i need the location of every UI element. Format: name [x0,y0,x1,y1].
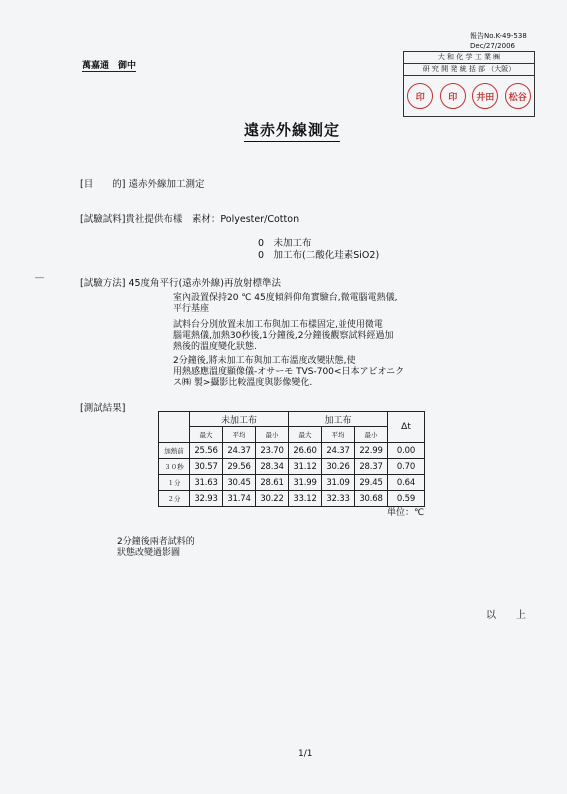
seal-stamp: 印 [407,83,433,109]
text-line: 熱後的溫度變化狀態. [173,342,257,352]
table-cell: 22.99 [355,443,388,459]
subheader-cell: 最小 [256,427,289,443]
purpose-text: 遠赤外線加工測定 [128,179,205,190]
row-label: １分 [159,475,190,491]
row-label: ２分 [159,491,190,507]
unit-note: 単位：℃ [387,508,425,518]
table-cell: 29.56 [223,459,256,475]
seal-stamp: 松谷 [505,83,531,109]
table-cell: 0.59 [388,491,425,507]
table-cell: 31.74 [223,491,256,507]
table-cell: 30.68 [355,491,388,507]
table-cell: 28.34 [256,459,289,475]
table-cell: 31.12 [289,459,322,475]
table-cell: 31.99 [289,475,322,491]
method-paragraph-1 [173,293,397,315]
closing-mark: 以 上 [486,610,526,621]
delta-header: Δt [388,412,425,443]
table-row [159,491,425,507]
method-line [80,275,281,289]
table-group-header-row [159,412,425,427]
text-line: 狀態改變過影圖 [117,548,181,558]
text-line: 2分鐘後,將未加工布與加工布溫度改變狀態,使 [173,356,356,366]
table-cell: 32.93 [190,491,223,507]
table-cell: 31.63 [190,475,223,491]
table-cell: 25.56 [190,443,223,459]
seal-stamp: 井田 [472,83,498,109]
table-cell: 30.57 [190,459,223,475]
table-row [159,459,425,475]
sample-item: 0 未加工布 [258,238,312,249]
table-cell: 32.33 [322,491,355,507]
purpose-line [80,176,204,190]
purpose-label: [目 的] [80,179,126,190]
table-row [159,475,425,491]
table-cell: 31.09 [322,475,355,491]
table-cell: 30.45 [223,475,256,491]
seal-stamp: 印 [440,83,466,109]
group-header-treated: 加工布 [289,412,388,427]
method-text: 45度角平行(遠赤外線)再放射標準法 [128,278,281,289]
method-label: [試驗方法] [80,278,126,289]
conclusion [117,537,195,559]
results-label: [測試結果] [80,403,126,414]
subheader-cell: 平均 [322,427,355,443]
margin-mark: ― [35,273,44,283]
table-cell: 29.45 [355,475,388,491]
table-cell: 28.61 [256,475,289,491]
report-date: Dec/27/2006 [470,42,515,50]
table-cell: 24.37 [223,443,256,459]
table-row [159,443,425,459]
table-cell: 30.22 [256,491,289,507]
report-number: 報告No.K-49-538 [470,32,527,40]
table-corner-cell [159,412,190,443]
subheader-cell: 最大 [289,427,322,443]
text-line: 室內設置保持20 ℃ 45度傾斜仰角實驗台,微電腦電熱儀, [173,293,398,303]
group-header-untreated: 未加工布 [190,412,289,427]
table-subheader-row [159,427,425,443]
report-meta [470,31,527,51]
sample-line [80,211,299,225]
table-cell: 26.60 [289,443,322,459]
text-line: ス㈱ 製>攝影比較溫度與影像變化. [173,378,313,388]
results-table [158,411,425,507]
table-cell: 33.12 [289,491,322,507]
table-cell: 30.26 [322,459,355,475]
sample-text: 貴社提供布樣 素材：Polyester/Cotton [125,214,300,225]
text-line: 試料台分別放置未加工布與加工布樣固定,並使用微電 [173,320,383,330]
recipient: 萬嘉通 御中 [82,58,136,72]
company-box [403,51,535,117]
row-label: 加熱前 [159,443,190,459]
subheader-cell: 平均 [223,427,256,443]
sample-item: 0 加工布(二酸化珪素SiO2) [258,250,380,261]
table-cell: 0.70 [388,459,425,475]
seal-row [404,76,534,116]
subheader-cell: 最小 [355,427,388,443]
sample-label: [試驗試料] [80,214,126,225]
page-number: 1/1 [298,749,313,759]
table-cell: 0.00 [388,443,425,459]
row-label: ３０秒 [159,459,190,475]
table-cell: 24.37 [322,443,355,459]
text-line: 2分鐘後兩者試料的 [117,537,195,547]
table-cell: 23.70 [256,443,289,459]
method-paragraph-2 [173,320,394,353]
text-line: 腦電熱儀,加熱30秒後,1分鐘後,2分鐘後觀察試料經過加 [173,331,394,341]
table-cell: 28.37 [355,459,388,475]
subheader-cell: 最大 [190,427,223,443]
company-dept: 研 究 開 発 統 括 部 （大阪） [404,64,534,76]
company-name: 大 和 化 学 工 業 ㈱ [404,52,534,64]
table-cell: 0.64 [388,475,425,491]
document-title: 遠赤外線測定 [244,119,340,142]
text-line: 平行基座 [173,304,210,314]
method-paragraph-3 [173,356,404,389]
text-line: 用熱感應溫度顯像儀-オサーモ TVS-700<日本アビオニク [173,367,405,377]
